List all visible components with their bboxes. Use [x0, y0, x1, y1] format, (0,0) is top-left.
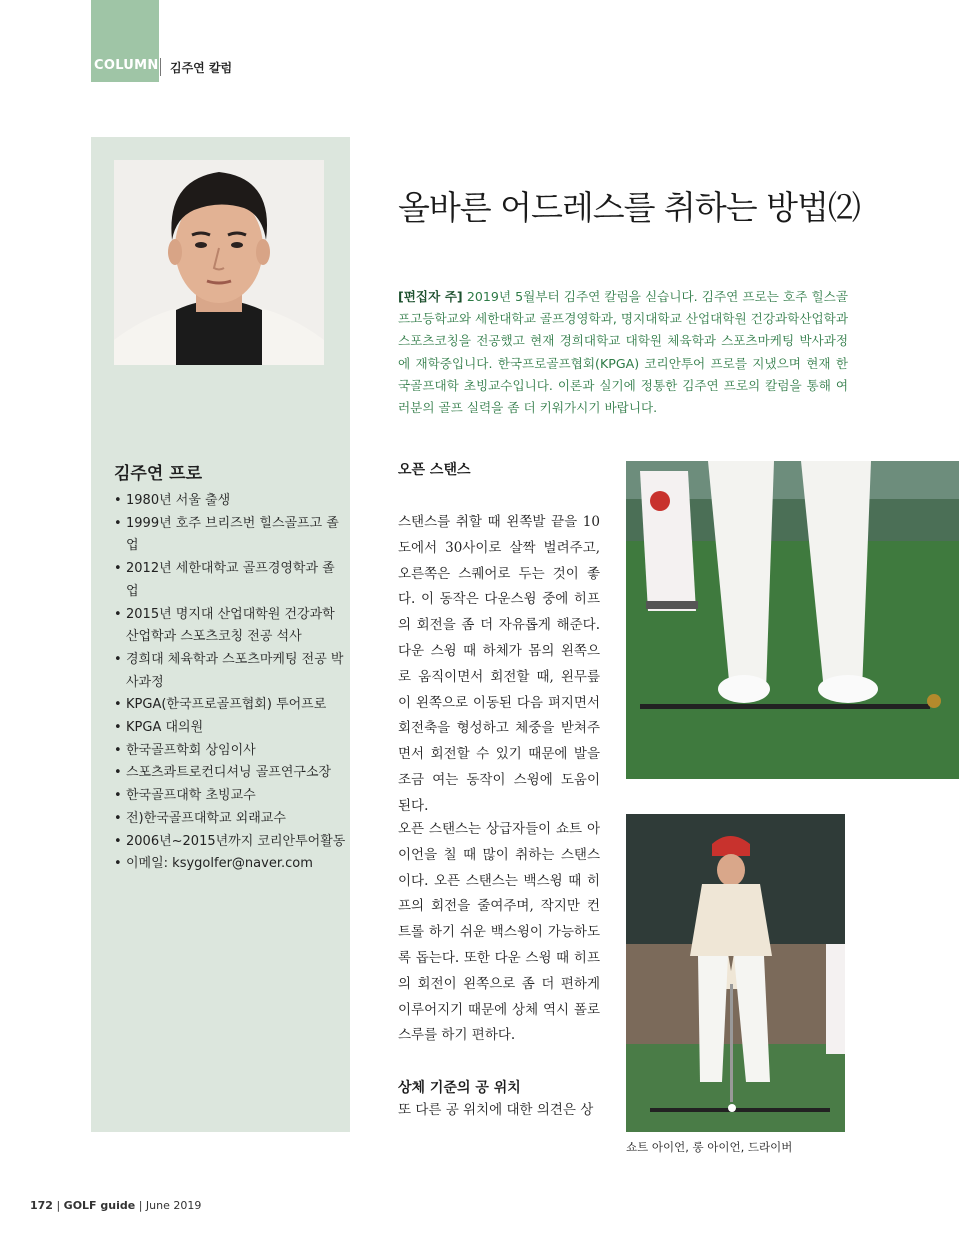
bio-item: • 한국골프대학 초빙교수: [114, 785, 346, 808]
body-paragraph: 스탠스를 취할 때 왼쪽발 끝을 10도에서 30사이로 살짝 벌려주고, 오른쪽은 스퀘어로 두는 것이 좋다. 이 동작은 다운스윙 중에 히프의 회전을 좀 더 자유롭게 해준다. 다운 스윙 때 하체가 몸의 왼쪽으로 움직이면서 회전할 때, 왼무릎이 왼쪽으로 이동된 다음 펴지면서 회전축을 형성하고 체중을 받쳐주면서 회전할 수 있기 때문에 발을 조금 여는 동작이 스윙에 도움이 된다.: [398, 514, 600, 814]
bio-item: • 한국골프학회 상임이사: [114, 740, 346, 763]
address-photo-illustration: [626, 814, 845, 1132]
bio-item: • 2006년~2015년까지 코리안투어활동: [114, 831, 346, 854]
bio-item: • 전)한국골프대학교 외래교수: [114, 808, 346, 831]
bio-list: [114, 490, 346, 876]
author-portrait: [114, 160, 324, 365]
pro-name: 김주연 프로: [114, 464, 203, 484]
stance-photo: [626, 461, 959, 779]
bio-item: • 2015년 명지대 산업대학원 건강과학산업학과 스포츠코칭 전공 석사: [114, 604, 346, 649]
body-paragraph: 또 다른 공 위치에 대한 의견은 상: [398, 1102, 594, 1118]
bio-item: • KPGA 대의원: [114, 717, 346, 740]
photo-caption: 쇼트 아이언, 롱 아이언, 드라이버: [626, 1140, 793, 1154]
section-tag: COLUMN: [94, 58, 159, 73]
body-paragraph: 오픈 스탠스는 상급자들이 쇼트 아이언을 칠 때 많이 취하는 스탠스이다. 오픈 스탠스는 백스윙 때 히프의 회전을 줄여주며, 작지만 컨트롤 하기 쉬운 백스윙이 가능하도록 돕는다. 또한 다운 스윙 때 히프의 회전이 왼쪽으로 좀 더 편하게 이루어지기 때문에 상체 역시 폴로스루를 하기 편하다.: [398, 821, 600, 1044]
bio-item: • 2012년 세한대학교 골프경영학과 졸업: [114, 558, 346, 603]
column-name: 김주연 칼럼: [170, 61, 233, 75]
section-heading-ball-position: 상체 기준의 공 위치: [398, 1080, 521, 1096]
issue-date: June 2019: [145, 1199, 202, 1212]
bio-email: • 이메일: ksygolfer@naver.com: [114, 853, 346, 876]
page-footer: 172 | GOLF guide | June 2019: [30, 1199, 202, 1212]
header-divider: [160, 58, 161, 76]
bio-item: • 1999년 호주 브리즈번 힐스골프고 졸업: [114, 513, 346, 558]
editor-note-text: 2019년 5월부터 김주연 칼럼을 싣습니다. 김주연 프로는 호주 힐스골프고등학교와 세한대학교 골프경영학과, 명지대학교 산업대학원 건강과학산업학과 스포츠코칭을 전공했고 현재 경희대학교 대학원 체육학과 스포츠마케팅 박사과정에 재학중입니다. 한국프로골프협회(KPGA) 코리안투어 프로를 지냈으며 현재 한국골프대학 초빙교수입니다. 이론과 실기에 정통한 김주연 프로의 칼럼을 통해 여러분의 골프 실력을 좀 더 키워가시기 바랍니다.: [398, 289, 848, 416]
page-number: 172: [30, 1199, 53, 1212]
bio-item: • 스포츠콰트로컨디셔닝 골프연구소장: [114, 762, 346, 785]
bio-item: • KPGA(한국프로골프협회) 투어프로: [114, 694, 346, 717]
bio-item: • 경희대 체육학과 스포츠마케팅 전공 박사과정: [114, 649, 346, 694]
address-photo: [626, 814, 845, 1132]
editor-note: [398, 286, 848, 419]
article-title: 올바른 어드레스를 취하는 방법⑵: [398, 188, 860, 227]
bio-item: • 1980년 서울 출생: [114, 490, 346, 513]
magazine-name: GOLF guide: [63, 1199, 136, 1212]
section-heading-open-stance: 오픈 스탠스: [398, 462, 471, 478]
stance-photo-illustration: [626, 461, 959, 779]
editor-note-label: [편집자 주]: [398, 289, 463, 304]
portrait-illustration: [114, 160, 324, 365]
